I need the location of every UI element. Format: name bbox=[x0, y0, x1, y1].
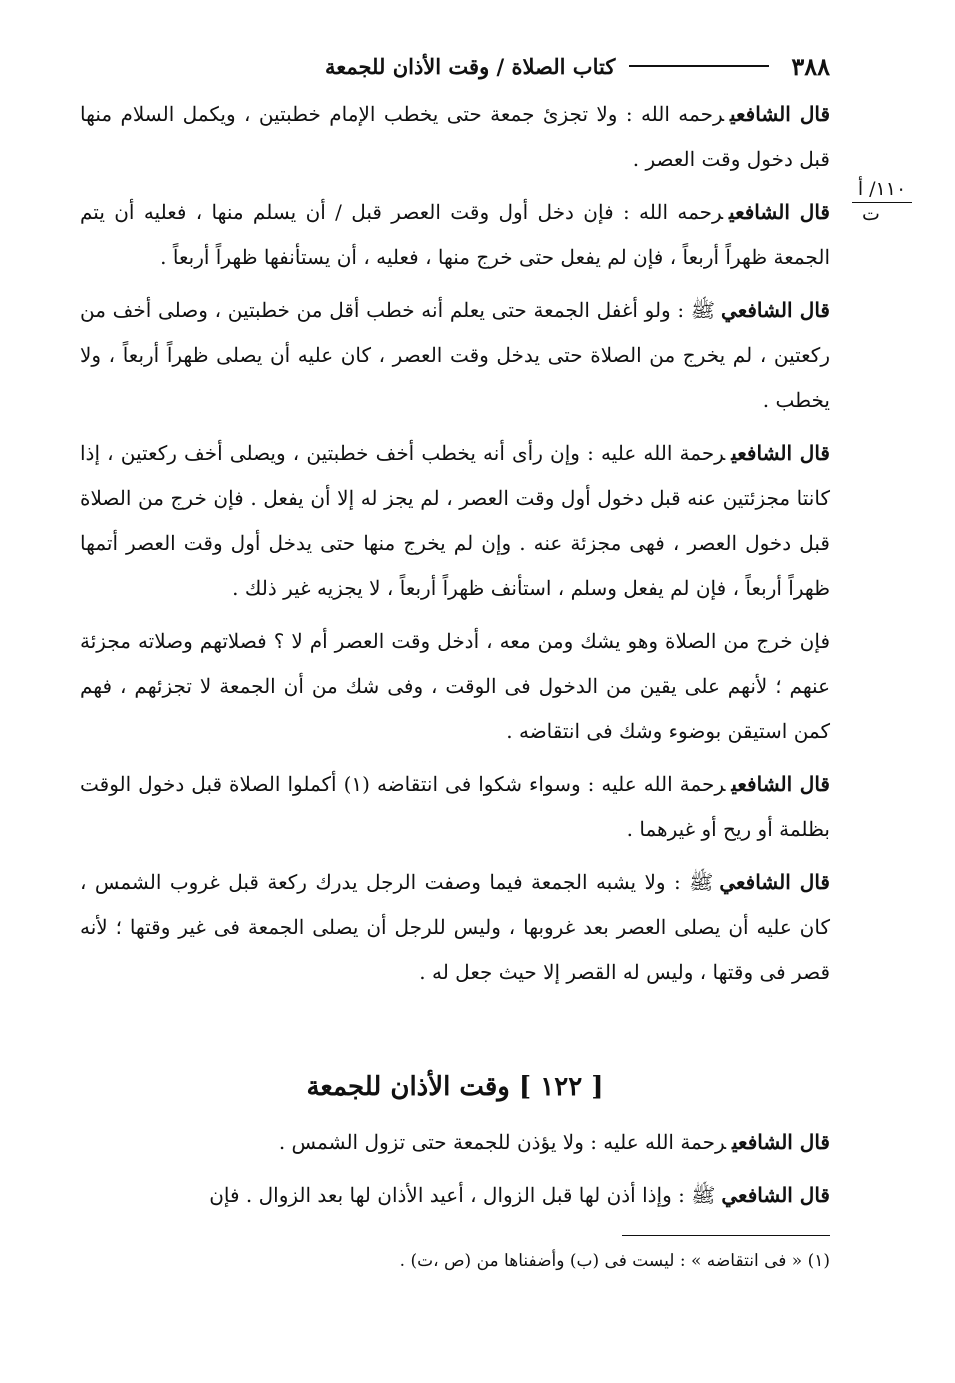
margin-manuscript-siglum: ت bbox=[862, 203, 880, 225]
main-text bbox=[80, 92, 830, 1003]
paragraph bbox=[80, 1120, 830, 1165]
header-rule bbox=[629, 65, 769, 67]
speaker-label: قال الشافعي bbox=[730, 102, 830, 126]
footnote-divider bbox=[622, 1235, 830, 1236]
page-number: ٣٨٨ bbox=[791, 51, 830, 81]
section-text bbox=[80, 1120, 830, 1226]
paragraph bbox=[80, 860, 830, 995]
paragraph bbox=[80, 190, 830, 280]
speaker-label: قال الشافعي bbox=[731, 441, 830, 465]
paragraph-text: رحمة الله عليه : ولا يؤذن للجمعة حتى تزول الشمس . bbox=[278, 1130, 727, 1154]
speaker-label: قال الشافعي bbox=[721, 1183, 830, 1207]
margin-folio-number: ١١٠/ أ bbox=[852, 178, 912, 203]
paragraph-text: فإن خرج من الصلاة وهو يشك ومن معه ، أدخل وقت العصر أم لا ؟ فصلاتهم وصلاته مجزئة عنهم ؛ لأنهم على يقين من الدخول فى الوقت ، وفى شك من أن الجمعة لا تجزئهم ، فهم كمن استيقن بوضوء وشك فى انتقاضه . bbox=[80, 629, 830, 743]
paragraph bbox=[80, 619, 830, 754]
paragraph-text: رحمة الله عليه : وسواء شكوا فى انتقاضه (١) أكملوا الصلاة قبل دخول الوقت بظلمة أو ريح أو غيرهما . bbox=[80, 772, 830, 841]
paragraph bbox=[80, 1173, 830, 1218]
speaker-label: قال الشافعي bbox=[719, 870, 830, 894]
paragraph-text: رحمه الله : فإن دخل أول وقت العصر قبل / أن يسلم منها ، فعليه أن يتم الجمعة ظهراً أربعاً ، فإن لم يفعل حتى خرج منها ، فعليه ، أن يستأنفها ظهراً أربعاً . bbox=[80, 200, 830, 269]
speaker-label: قال الشافعي bbox=[721, 298, 830, 322]
paragraph bbox=[80, 762, 830, 852]
paragraph bbox=[80, 288, 830, 423]
margin-folio-note bbox=[852, 178, 912, 225]
footnote: (١) « فى انتقاضه » : ليست فى (ب) وأضفناها من (ص ،ت) . bbox=[399, 1251, 830, 1271]
paragraph bbox=[80, 92, 830, 182]
paragraph-text: ﷺ : ولو أغفل الجمعة حتى يعلم أنه خطب أقل من خطبتين ، وصلى أخف من ركعتين ، لم يخرج من الصلاة حتى يدخل وقت العصر ، كان عليه أن يصلى ظهراً أربعاً ، ولا يخطب . bbox=[80, 298, 830, 412]
speaker-label: قال الشافعي bbox=[731, 772, 830, 796]
paragraph-text: ﷺ : وإذا أذن لها قبل الزوال ، أعيد الأذان لها بعد الزوال . فإن bbox=[209, 1183, 716, 1207]
speaker-label: قال الشافعي bbox=[729, 200, 830, 224]
speaker-label: قال الشافعي bbox=[732, 1130, 830, 1154]
paragraph-text: رحمة الله عليه : وإن رأى أنه يخطب أخف خطبتين ، ويصلى أخف ركعتين ، إذا كانتا مجزئتين عنه قبل دخول أول وقت العصر ، لم يجز له إلا أن يفعل . فإن خرج من الصلاة قبل دخول العصر ، فهى مجزئة عنه . وإن لم يخرج منها حتى يدخل أول وقت العصر أتمها ظهراً أربعاً ، فإن لم يفعل وسلم ، استأنف ظهراً أربعاً ، لا يجزيه غير ذلك . bbox=[80, 441, 830, 600]
paragraph-text: ﷺ : ولا يشبه الجمعة فيما وصفت الرجل يدرك ركعة قبل غروب الشمس ، كان عليه أن يصلى العصر بعد غروبها ، وليس للرجل أن يصلى الجمعة فى غير وقتها ؛ لأنه قصر فى وقتها ، وليس له القصر إلا حيث جعل له . bbox=[80, 870, 830, 984]
section-heading: [ ١٢٢ ] وقت الأذان للجمعة bbox=[306, 1072, 604, 1102]
page-header bbox=[80, 46, 830, 86]
paragraph bbox=[80, 431, 830, 611]
running-head: كتاب الصلاة / وقت الأذان للجمعة bbox=[324, 53, 616, 79]
paragraph-text: رحمه الله : ولا تجزئ جمعة حتى يخطب الإمام خطبتين ، ويكمل السلام منها قبل دخول وقت العصر . bbox=[80, 102, 830, 171]
